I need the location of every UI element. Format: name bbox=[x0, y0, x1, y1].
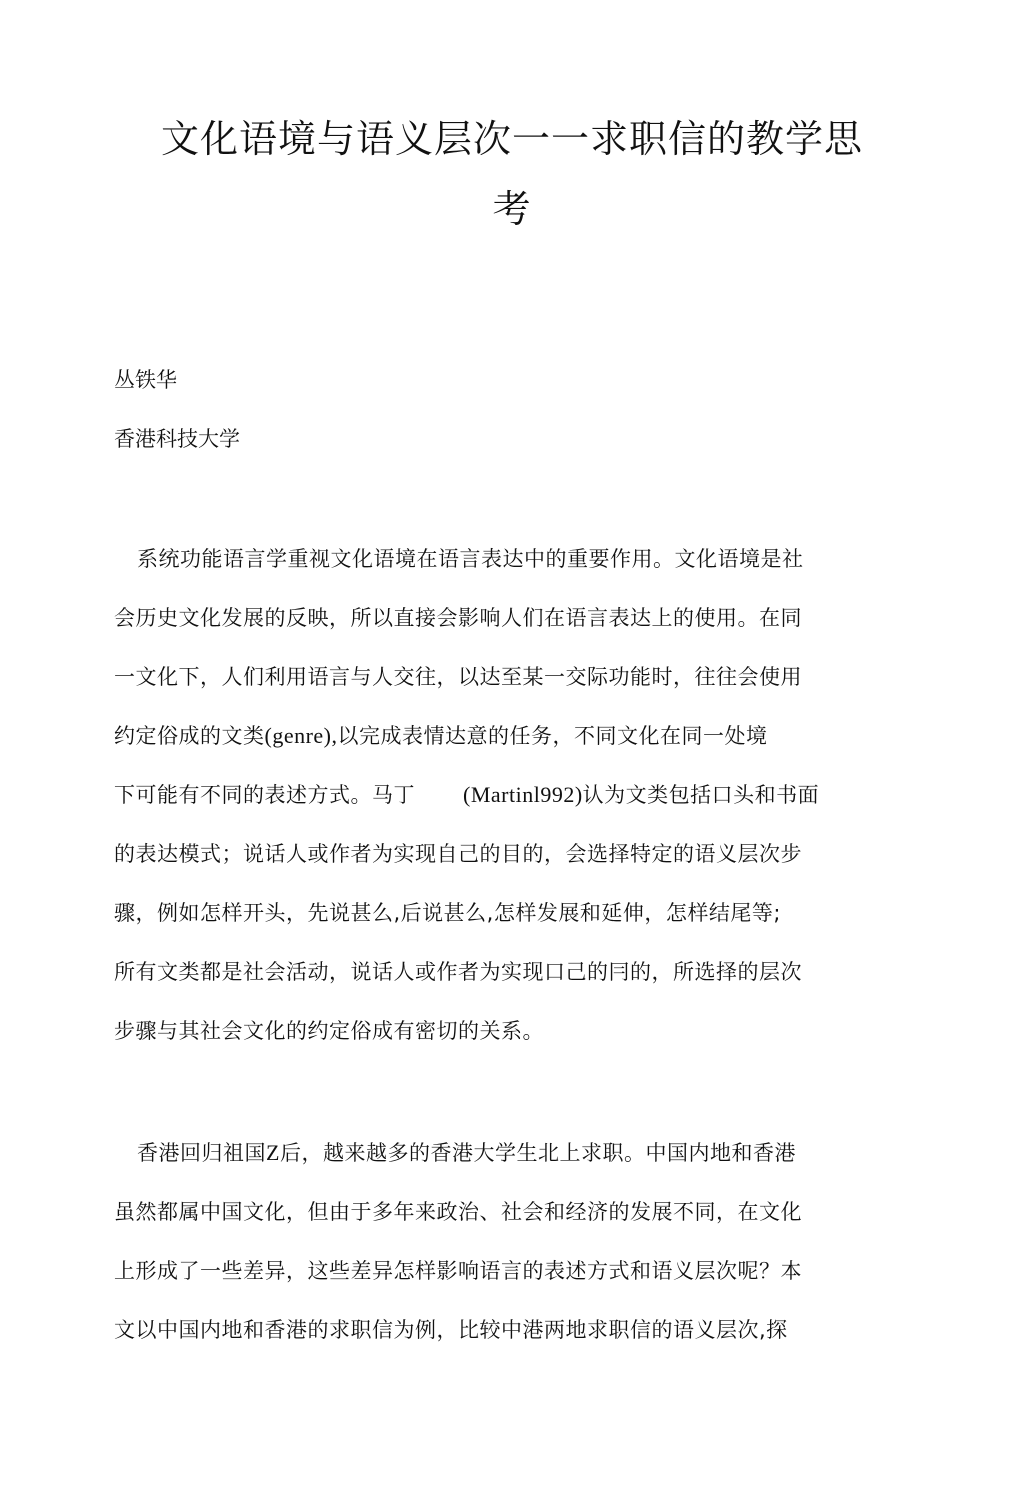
author-name: 丛铁华 bbox=[114, 368, 177, 392]
paragraph-1-line-2: 会历史文化发展的反映，所以直接会影响人们在语言表达上的使用。在同 bbox=[114, 606, 802, 630]
paragraph-1-line-6: 的表达模式；说话人或作者为实现自己的目的，会选择特定的语义层次步 bbox=[114, 842, 802, 866]
paragraph-1-line-8: 所有文类都是社会活动，说话人或作者为实现口己的冃的，所选择的层次 bbox=[114, 960, 802, 984]
paragraph-1-line-3: 一文化下，人们利用语言与人交往，以达至某一交际功能时，往往会使用 bbox=[114, 665, 802, 689]
paragraph-1-line-7: 骤，例如怎样开头，先说甚么,后说甚么,怎样发展和延伸，怎样结尾等; bbox=[114, 901, 781, 925]
paragraph-1-line-4 bbox=[114, 720, 768, 750]
paragraph-2-line-1 bbox=[137, 1137, 796, 1167]
document-title-line-2: 考 bbox=[492, 187, 532, 231]
paragraph-2-line-1-part-a: 香港回归祖国 bbox=[137, 1141, 266, 1165]
paragraph-1-line-4-genre: (genre), bbox=[264, 723, 338, 748]
paragraph-1-line-4-part-a: 约定俗成的文类 bbox=[114, 724, 265, 748]
paragraph-2-line-1-part-b: Z bbox=[266, 1140, 280, 1165]
paragraph-1-line-5-part-c: 认为文类包括口头和书面 bbox=[582, 783, 820, 807]
paragraph-1-line-9: 步骤与其社会文化的约定俗成有密切的关系。 bbox=[114, 1019, 544, 1043]
paragraph-1-line-5-part-a: 下可能有不同的表述方式。马丁 bbox=[114, 783, 415, 807]
paragraph-1-line-5 bbox=[114, 779, 819, 809]
paragraph-1-line-1: 系统功能语言学重视文化语境在语言表达中的重要作用。文化语境是社 bbox=[137, 547, 804, 571]
paragraph-2-line-1-part-c: 后，越来越多的香港大学生北上求职。中国内地和香港 bbox=[279, 1141, 796, 1165]
paragraph-2-line-4: 文以中国内地和香港的求职信为例，比较中港两地求职信的语义层次,探 bbox=[114, 1318, 788, 1342]
paragraph-2-line-3: 上形成了一些差异，这些差异怎样影响语言的表述方式和语义层次呢？本 bbox=[114, 1259, 802, 1283]
document-title-line-1: 文化语境与语义层次一一求职信的教学思 bbox=[160, 117, 863, 161]
author-affiliation: 香港科技大学 bbox=[114, 427, 240, 451]
paragraph-1-line-4-part-c: 以完成表情达意的任务，不同文化在同一处境 bbox=[337, 724, 768, 748]
paragraph-1-line-5-citation: (Martinl992) bbox=[463, 782, 583, 807]
paragraph-2-line-2: 虽然都属中国文化，但由于多年来政治、社会和经济的发展不同，在文化 bbox=[114, 1200, 802, 1224]
